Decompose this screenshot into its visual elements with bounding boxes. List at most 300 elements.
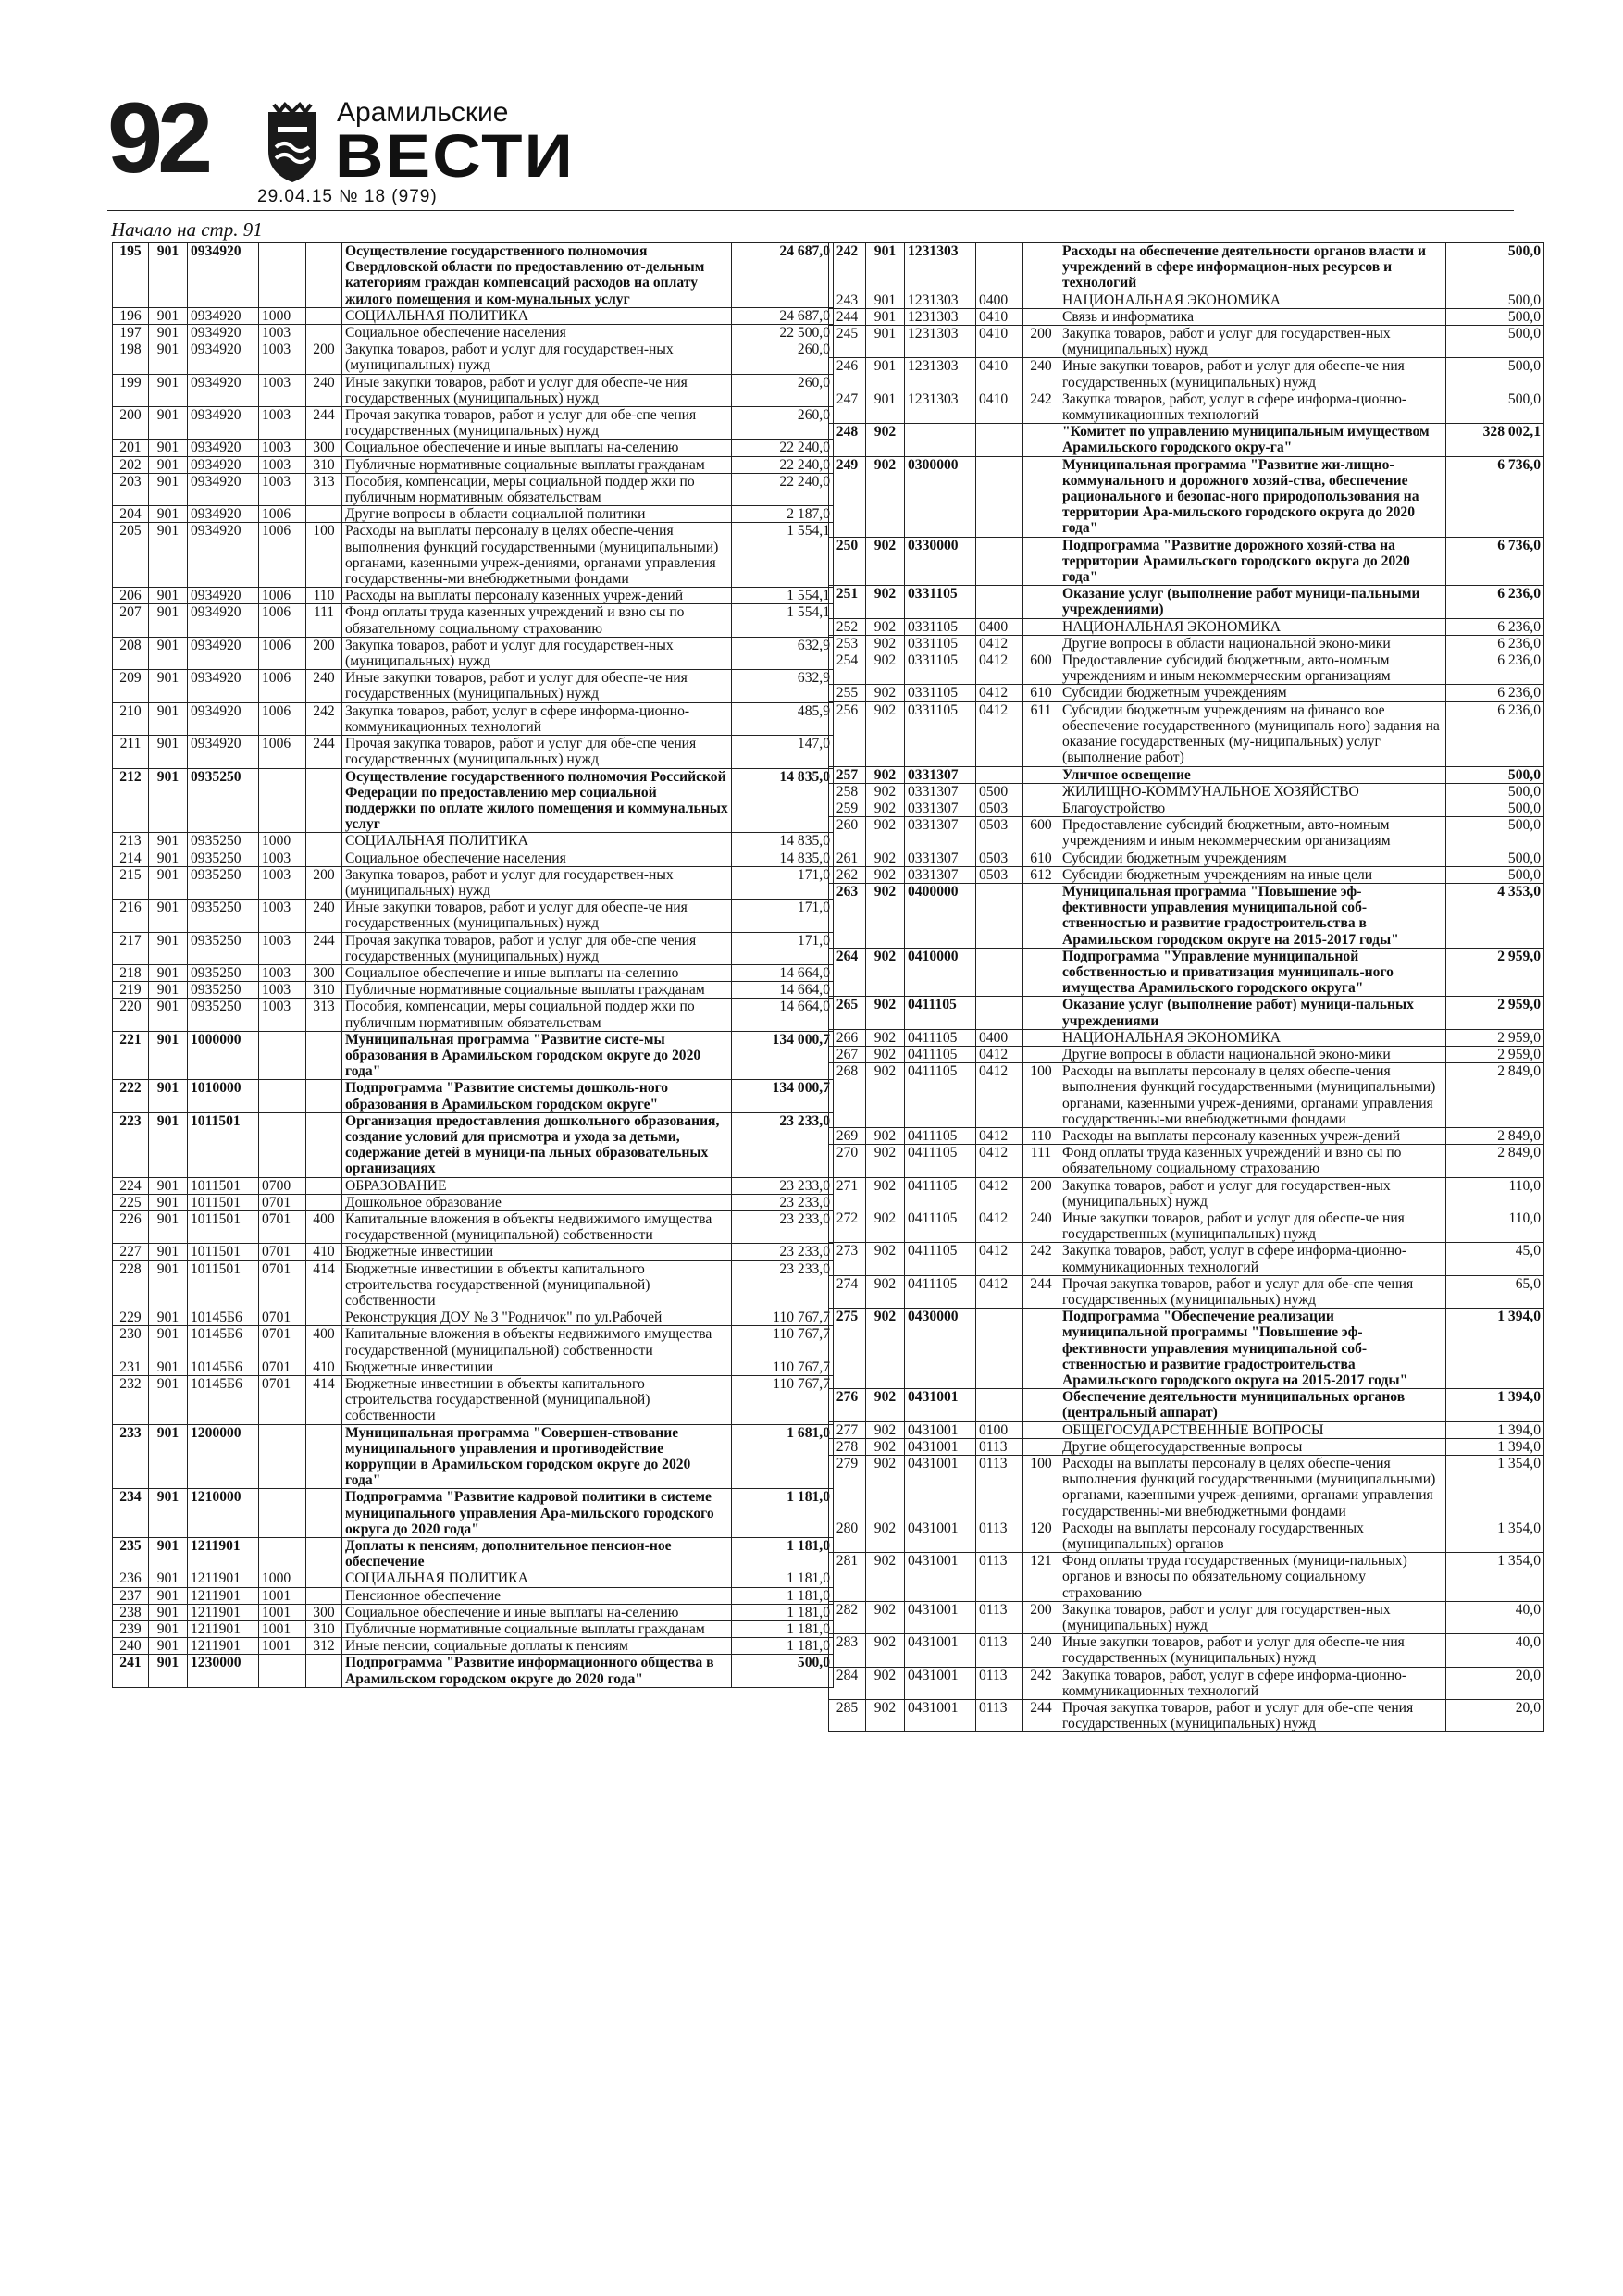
expense-type-code	[1023, 586, 1059, 618]
admin-code: 902	[866, 1046, 905, 1062]
row-amount: 23 233,0	[732, 1260, 834, 1309]
expense-type-code	[306, 1309, 342, 1326]
row-number: 235	[113, 1538, 149, 1570]
target-code: 0431001	[905, 1421, 976, 1438]
target-code: 0934920	[188, 374, 259, 406]
row-amount: 500,0	[1446, 308, 1544, 325]
right-budget-table	[828, 242, 1544, 1732]
row-number: 251	[829, 586, 866, 618]
expense-type-code: 240	[306, 900, 342, 932]
expense-type-code: 300	[306, 964, 342, 981]
section-code: 1000	[259, 1570, 306, 1587]
row-number: 213	[113, 833, 149, 850]
row-amount: 2 187,0	[732, 506, 834, 523]
target-code: 0935250	[188, 932, 259, 964]
row-description: Реконструкция ДОУ № 3 "Родничок" по ул.Рабочей	[342, 1309, 732, 1326]
admin-code: 901	[149, 932, 188, 964]
section-code: 1003	[259, 456, 306, 473]
row-amount: 1 554,1	[732, 604, 834, 637]
row-number: 250	[829, 537, 866, 586]
table-row	[829, 1553, 1544, 1602]
row-amount: 500,0	[1446, 391, 1544, 423]
row-description: Подпрограмма "Развитие дорожного хозяй-ства на территории Арамильского городского округа до 2020 года"	[1059, 537, 1446, 586]
section-code: 0113	[976, 1700, 1023, 1732]
row-amount: 24 687,0	[732, 307, 834, 324]
admin-code: 901	[149, 982, 188, 999]
table-row	[113, 982, 834, 999]
section-code	[976, 997, 1023, 1029]
section-code: 0412	[976, 1145, 1023, 1177]
row-number: 243	[829, 292, 866, 308]
row-number: 216	[113, 900, 149, 932]
expense-type-code: 240	[306, 670, 342, 702]
row-description: Прочая закупка товаров, работ и услуг для обе-спе чения государственных (муниципальных) нужд	[1059, 1275, 1446, 1308]
row-description: Пособия, компенсации, меры социальной поддер жки по публичным нормативным обязательствам	[342, 999, 732, 1031]
table-row	[829, 1438, 1544, 1455]
admin-code: 902	[866, 1634, 905, 1667]
row-number: 258	[829, 783, 866, 800]
table-row	[113, 637, 834, 669]
table-row	[829, 586, 1544, 618]
admin-code: 901	[149, 1538, 188, 1570]
section-code: 1003	[259, 374, 306, 406]
expense-type-code: 600	[1023, 652, 1059, 685]
row-amount: 110 767,7	[732, 1326, 834, 1359]
row-amount: 328 002,1	[1446, 424, 1544, 456]
table-row	[113, 523, 834, 588]
target-code: 1211901	[188, 1621, 259, 1638]
row-description: Осуществление государственного полномочия Свердловской области по предоставлению от-дельным категориям граждан компенсаций расходов на оплату жилого помещения и ком-мунальных услуг	[342, 243, 732, 308]
row-number: 256	[829, 701, 866, 766]
target-code: 0934920	[188, 604, 259, 637]
section-code	[259, 1538, 306, 1570]
row-amount: 110 767,7	[732, 1309, 834, 1326]
admin-code: 902	[866, 800, 905, 816]
expense-type-code	[1023, 1029, 1059, 1046]
row-number: 273	[829, 1243, 866, 1275]
left-budget-table	[112, 242, 834, 1688]
section-code: 0412	[976, 652, 1023, 685]
row-number: 271	[829, 1177, 866, 1210]
row-amount: 2 959,0	[1446, 948, 1544, 997]
table-row	[829, 1210, 1544, 1242]
row-amount: 1 394,0	[1446, 1421, 1544, 1438]
table-row	[113, 325, 834, 341]
section-code: 1000	[259, 307, 306, 324]
row-number: 260	[829, 817, 866, 850]
section-code: 0113	[976, 1520, 1023, 1552]
row-amount: 20,0	[1446, 1667, 1544, 1699]
row-description: Фонд оплаты труда государственных (муници-пальных) органов и взносы по обязательному социальному страхованию	[1059, 1553, 1446, 1602]
target-code: 1231303	[905, 391, 976, 423]
target-code: 0935250	[188, 866, 259, 899]
row-number: 204	[113, 506, 149, 523]
table-row	[113, 1326, 834, 1359]
newspaper-name-main: ВЕСТИ	[335, 121, 576, 190]
admin-code: 901	[149, 243, 188, 308]
section-code: 1006	[259, 506, 306, 523]
expense-type-code	[1023, 537, 1059, 586]
target-code: 0411105	[905, 1275, 976, 1308]
row-amount: 2 959,0	[1446, 997, 1544, 1029]
row-description: Субсидии бюджетным учреждениям на финансо вое обеспечение государственного (муниципаль ного) задания на оказание государственных (му-ниципальных) услуг (выполнение работ)	[1059, 701, 1446, 766]
table-row	[113, 866, 834, 899]
target-code: 1211901	[188, 1570, 259, 1587]
admin-code: 902	[866, 1063, 905, 1128]
row-number: 211	[113, 736, 149, 768]
row-amount: 23 233,0	[732, 1112, 834, 1177]
target-code: 10145Б6	[188, 1359, 259, 1375]
admin-code: 902	[866, 783, 905, 800]
target-code: 0411105	[905, 1243, 976, 1275]
row-number: 219	[113, 982, 149, 999]
expense-type-code	[306, 1489, 342, 1538]
table-row	[113, 768, 834, 833]
row-amount: 20,0	[1446, 1700, 1544, 1732]
table-row	[829, 1063, 1544, 1128]
admin-code: 901	[149, 1424, 188, 1489]
table-row	[829, 1456, 1544, 1520]
table-row	[113, 1112, 834, 1177]
table-row	[829, 883, 1544, 948]
expense-type-code	[306, 850, 342, 866]
row-number: 283	[829, 1634, 866, 1667]
expense-type-code: 410	[306, 1244, 342, 1260]
row-number: 199	[113, 374, 149, 406]
row-description: НАЦИОНАЛЬНАЯ ЭКОНОМИКА	[1059, 292, 1446, 308]
table-row	[113, 440, 834, 456]
table-row	[829, 537, 1544, 586]
admin-code: 901	[149, 523, 188, 588]
row-number: 268	[829, 1063, 866, 1128]
row-number: 231	[113, 1359, 149, 1375]
section-code	[259, 1655, 306, 1687]
target-code: 0934920	[188, 341, 259, 374]
section-code: 0412	[976, 1063, 1023, 1128]
expense-type-code: 414	[306, 1260, 342, 1309]
target-code: 1231303	[905, 243, 976, 292]
section-code: 1003	[259, 932, 306, 964]
expense-type-code: 110	[1023, 1127, 1059, 1144]
row-number: 253	[829, 635, 866, 652]
target-code: 0331307	[905, 783, 976, 800]
row-amount: 134 000,7	[732, 1031, 834, 1080]
expense-type-code: 121	[1023, 1553, 1059, 1602]
table-row	[829, 783, 1544, 800]
expense-type-code	[1023, 800, 1059, 816]
row-description: Фонд оплаты труда казенных учреждений и взно сы по обязательному социальному страхованию	[1059, 1145, 1446, 1177]
expense-type-code: 610	[1023, 850, 1059, 866]
table-row	[113, 1260, 834, 1309]
target-code: 1230000	[188, 1655, 259, 1687]
table-row	[113, 850, 834, 866]
row-number: 203	[113, 473, 149, 505]
row-description: Пособия, компенсации, меры социальной поддер жки по публичным нормативным обязательствам	[342, 473, 732, 505]
row-amount: 1 181,0	[732, 1489, 834, 1538]
section-code: 1003	[259, 866, 306, 899]
admin-code: 901	[149, 1587, 188, 1604]
target-code: 0411105	[905, 1210, 976, 1242]
row-description: Уличное освещение	[1059, 766, 1446, 783]
row-amount: 500,0	[1446, 292, 1544, 308]
target-code: 0934920	[188, 523, 259, 588]
row-description: Обеспечение деятельности муниципальных органов (центральный аппарат)	[1059, 1389, 1446, 1421]
row-number: 214	[113, 850, 149, 866]
table-row	[829, 635, 1544, 652]
table-row	[113, 1031, 834, 1080]
row-number: 201	[113, 440, 149, 456]
row-description: Закупка товаров, работ и услуг для государствен-ных (муниципальных) нужд	[1059, 1177, 1446, 1210]
row-amount: 6 236,0	[1446, 635, 1544, 652]
section-code: 0412	[976, 1046, 1023, 1062]
table-row	[113, 1655, 834, 1687]
target-code: 0934920	[188, 506, 259, 523]
expense-type-code	[1023, 1421, 1059, 1438]
target-code: 1211901	[188, 1538, 259, 1570]
admin-code: 902	[866, 1456, 905, 1520]
section-code	[259, 1424, 306, 1489]
expense-type-code: 610	[1023, 685, 1059, 701]
table-row	[829, 1243, 1544, 1275]
row-description: Иные закупки товаров, работ и услуг для обеспе-че ния государственных (муниципальных) нужд	[342, 374, 732, 406]
row-description: Иные закупки товаров, работ и услуг для обеспе-че ния государственных (муниципальных) нужд	[1059, 358, 1446, 391]
row-amount: 40,0	[1446, 1601, 1544, 1633]
admin-code: 902	[866, 652, 905, 685]
section-code: 0701	[259, 1210, 306, 1243]
target-code: 0411105	[905, 997, 976, 1029]
row-number: 267	[829, 1046, 866, 1062]
row-amount: 260,0	[732, 407, 834, 440]
row-description: Бюджетные инвестиции в объекты капитального строительства государственной (муниципальной) собственности	[342, 1260, 732, 1309]
target-code: 0411105	[905, 1029, 976, 1046]
expense-type-code: 242	[1023, 1667, 1059, 1699]
row-amount: 171,0	[732, 866, 834, 899]
table-row	[829, 800, 1544, 816]
row-description: Предоставление субсидий бюджетным, авто-номным учреждениям и иным некоммерческим организациям	[1059, 652, 1446, 685]
expense-type-code: 410	[306, 1359, 342, 1375]
admin-code: 901	[149, 637, 188, 669]
expense-type-code	[1023, 883, 1059, 948]
row-description: Фонд оплаты труда казенных учреждений и взно сы по обязательному социальному страхованию	[342, 604, 732, 637]
row-amount: 23 233,0	[732, 1244, 834, 1260]
row-amount: 110,0	[1446, 1177, 1544, 1210]
table-row	[829, 618, 1544, 635]
target-code: 1011501	[188, 1194, 259, 1210]
row-number: 269	[829, 1127, 866, 1144]
target-code: 0431001	[905, 1438, 976, 1455]
admin-code: 902	[866, 456, 905, 537]
target-code: 1000000	[188, 1031, 259, 1080]
row-amount: 2 849,0	[1446, 1063, 1544, 1128]
target-code: 0331105	[905, 701, 976, 766]
expense-type-code	[306, 1424, 342, 1489]
section-code: 1003	[259, 964, 306, 981]
expense-type-code	[306, 1655, 342, 1687]
row-amount: 500,0	[1446, 866, 1544, 883]
table-row	[829, 997, 1544, 1029]
section-code: 0701	[259, 1194, 306, 1210]
table-row	[829, 1667, 1544, 1699]
target-code: 0411105	[905, 1127, 976, 1144]
row-amount: 500,0	[1446, 358, 1544, 391]
row-description: Закупка товаров, работ, услуг в сфере информа-ционно-коммуникационных технологий	[342, 702, 732, 735]
row-description: Бюджетные инвестиции	[342, 1359, 732, 1375]
target-code: 1011501	[188, 1244, 259, 1260]
row-amount: 500,0	[1446, 326, 1544, 358]
table-row	[113, 1587, 834, 1604]
target-code: 0431001	[905, 1601, 976, 1633]
table-row	[113, 702, 834, 735]
section-code: 0113	[976, 1553, 1023, 1602]
row-amount: 6 236,0	[1446, 685, 1544, 701]
admin-code: 901	[149, 325, 188, 341]
target-code: 10145Б6	[188, 1326, 259, 1359]
row-amount: 500,0	[1446, 800, 1544, 816]
table-row	[113, 243, 834, 308]
section-code	[259, 1031, 306, 1080]
expense-type-code: 310	[306, 456, 342, 473]
table-row	[113, 1489, 834, 1538]
target-code: 0331307	[905, 766, 976, 783]
target-code: 0934920	[188, 473, 259, 505]
row-amount: 500,0	[1446, 783, 1544, 800]
target-code: 0331105	[905, 685, 976, 701]
expense-type-code: 240	[1023, 358, 1059, 391]
section-code: 1003	[259, 473, 306, 505]
admin-code: 901	[149, 850, 188, 866]
target-code: 1011501	[188, 1177, 259, 1194]
target-code: 1231303	[905, 308, 976, 325]
target-code: 0411105	[905, 1046, 976, 1062]
table-row	[829, 850, 1544, 866]
admin-code: 901	[866, 243, 905, 292]
row-amount: 4 353,0	[1446, 883, 1544, 948]
page-number: 92	[107, 81, 208, 193]
row-number: 198	[113, 341, 149, 374]
table-row	[829, 292, 1544, 308]
target-code: 0410000	[905, 948, 976, 997]
row-amount: 1 181,0	[732, 1621, 834, 1638]
expense-type-code	[306, 833, 342, 850]
row-description: ЖИЛИЩНО-КОММУНАЛЬНОЕ ХОЗЯЙСТВО	[1059, 783, 1446, 800]
target-code: 0934920	[188, 736, 259, 768]
table-row	[113, 473, 834, 505]
expense-type-code: 400	[306, 1210, 342, 1243]
section-code	[976, 948, 1023, 997]
target-code: 1011501	[188, 1260, 259, 1309]
row-description: Прочая закупка товаров, работ и услуг для обе-спе чения государственных (муниципальных) нужд	[342, 932, 732, 964]
row-number: 218	[113, 964, 149, 981]
row-number: 225	[113, 1194, 149, 1210]
row-number: 239	[113, 1621, 149, 1638]
row-amount: 134 000,7	[732, 1080, 834, 1112]
expense-type-code	[306, 325, 342, 341]
row-amount: 485,9	[732, 702, 834, 735]
row-number: 279	[829, 1456, 866, 1520]
section-code: 1003	[259, 900, 306, 932]
target-code: 0934920	[188, 702, 259, 735]
row-amount: 500,0	[732, 1655, 834, 1687]
section-code: 0100	[976, 1421, 1023, 1438]
section-code: 0701	[259, 1244, 306, 1260]
row-number: 278	[829, 1438, 866, 1455]
row-number: 249	[829, 456, 866, 537]
admin-code: 901	[149, 374, 188, 406]
admin-code: 901	[149, 999, 188, 1031]
row-number: 259	[829, 800, 866, 816]
expense-type-code	[1023, 243, 1059, 292]
expense-type-code: 100	[1023, 1063, 1059, 1128]
target-code: 0331105	[905, 586, 976, 618]
table-row	[113, 1080, 834, 1112]
table-row	[113, 1177, 834, 1194]
row-amount: 6 736,0	[1446, 456, 1544, 537]
table-row	[113, 1604, 834, 1620]
row-number: 220	[113, 999, 149, 1031]
section-code: 1003	[259, 440, 306, 456]
section-code: 0701	[259, 1309, 306, 1326]
expense-type-code: 611	[1023, 701, 1059, 766]
row-description: Публичные нормативные социальные выплаты гражданам	[342, 1621, 732, 1638]
row-description: Социальное обеспечение населения	[342, 850, 732, 866]
row-number: 262	[829, 866, 866, 883]
admin-code: 901	[149, 1604, 188, 1620]
target-code: 0431001	[905, 1634, 976, 1667]
table-row	[829, 652, 1544, 685]
expense-type-code: 244	[306, 736, 342, 768]
target-code: 0431001	[905, 1520, 976, 1552]
target-code: 10145Б6	[188, 1309, 259, 1326]
table-row	[829, 1700, 1544, 1732]
row-amount: 24 687,0	[732, 243, 834, 308]
row-description: Социальное обеспечение и иные выплаты на-селению	[342, 1604, 732, 1620]
table-row	[113, 506, 834, 523]
table-row	[113, 456, 834, 473]
row-number: 246	[829, 358, 866, 391]
admin-code: 902	[866, 1601, 905, 1633]
table-row	[829, 1275, 1544, 1308]
admin-code: 902	[866, 701, 905, 766]
row-amount: 632,9	[732, 637, 834, 669]
target-code: 0934920	[188, 670, 259, 702]
target-code: 0431001	[905, 1700, 976, 1732]
admin-code: 902	[866, 635, 905, 652]
admin-code: 901	[149, 1309, 188, 1326]
row-description: Доплаты к пенсиям, дополнительное пенсион-ное обеспечение	[342, 1538, 732, 1570]
row-description: ОБЩЕГОСУДАРСТВЕННЫЕ ВОПРОСЫ	[1059, 1421, 1446, 1438]
coat-of-arms-icon	[255, 99, 329, 186]
row-number: 242	[829, 243, 866, 292]
admin-code: 901	[149, 900, 188, 932]
row-number: 222	[113, 1080, 149, 1112]
admin-code: 902	[866, 1029, 905, 1046]
row-number: 252	[829, 618, 866, 635]
target-code: 0934920	[188, 307, 259, 324]
section-code: 0500	[976, 783, 1023, 800]
target-code: 0331307	[905, 800, 976, 816]
expense-type-code	[1023, 456, 1059, 537]
table-row	[113, 1194, 834, 1210]
expense-type-code: 313	[306, 999, 342, 1031]
section-code	[976, 766, 1023, 783]
row-amount: 40,0	[1446, 1634, 1544, 1667]
expense-type-code: 110	[306, 588, 342, 604]
section-code: 0503	[976, 850, 1023, 866]
row-number: 280	[829, 1520, 866, 1552]
target-code: 0934920	[188, 325, 259, 341]
table-row	[829, 1634, 1544, 1667]
admin-code: 902	[866, 586, 905, 618]
